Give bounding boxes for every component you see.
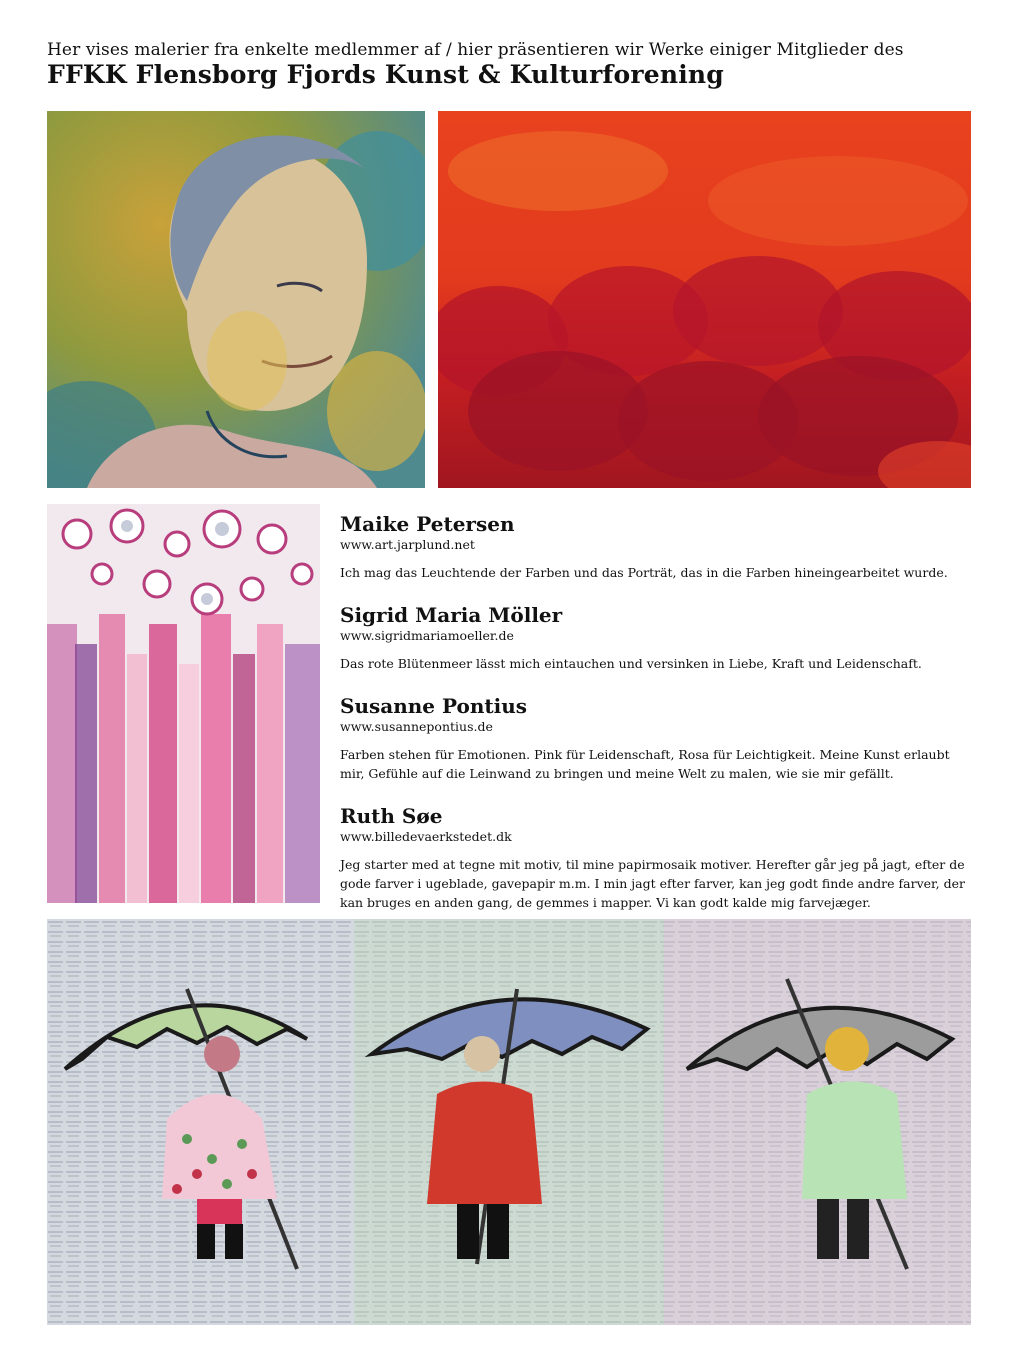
artist-name: Sigrid Maria Möller bbox=[340, 603, 563, 627]
artist-name: Maike Petersen bbox=[340, 512, 515, 536]
umbrella-collage-triptych bbox=[47, 919, 971, 1325]
artist-bio bbox=[340, 602, 972, 673]
red-flower-painting bbox=[438, 111, 971, 488]
artist-bio bbox=[340, 693, 972, 783]
intro-line: Her vises malerier fra enkelte medlemmer af / hier präsentieren wir Werke einiger Mitglieder des bbox=[47, 40, 904, 60]
pink-abstract-painting bbox=[47, 504, 320, 903]
artist-website[interactable]: www.art.jarplund.net bbox=[340, 537, 475, 552]
page-title: FFKK Flensborg Fjords Kunst & Kulturforening bbox=[47, 60, 724, 89]
artist-statement: Jeg starter med at tegne mit motiv, til mine papirmosaik motiver. Herefter går jeg på jagt, efter de gode farver i ugeblade, gavepapir m.m. I min jagt efter farver, kan jeg godt finde andre farver, der kan bruges en anden gang, de gemmes i mapper. Vi kan godt kalde mig farvejæger. bbox=[340, 857, 965, 910]
artist-bio bbox=[340, 511, 972, 582]
artist-website[interactable]: www.billedevaerkstedet.dk bbox=[340, 829, 512, 844]
artist-name: Ruth Søe bbox=[340, 804, 443, 828]
artist-statement: Das rote Blütenmeer lässt mich eintauchen und versinken in Liebe, Kraft und Leidenschaft. bbox=[340, 656, 922, 671]
artist-website[interactable]: www.susannepontius.de bbox=[340, 719, 493, 734]
artist-statement: Farben stehen für Emotionen. Pink für Leidenschaft, Rosa für Leichtigkeit. Meine Kunst erlaubt mir, Gefühle auf die Leinwand zu bringen und meine Welt zu malen, wie sie mir gefällt. bbox=[340, 747, 950, 781]
artist-website[interactable]: www.sigridmariamoeller.de bbox=[340, 628, 514, 643]
artist-bios bbox=[340, 511, 972, 932]
artist-statement: Ich mag das Leuchtende der Farben und das Porträt, das in die Farben hineingearbeitet wurde. bbox=[340, 565, 948, 580]
artist-name: Susanne Pontius bbox=[340, 694, 527, 718]
portrait-painting bbox=[47, 111, 425, 488]
artist-bio bbox=[340, 803, 972, 912]
